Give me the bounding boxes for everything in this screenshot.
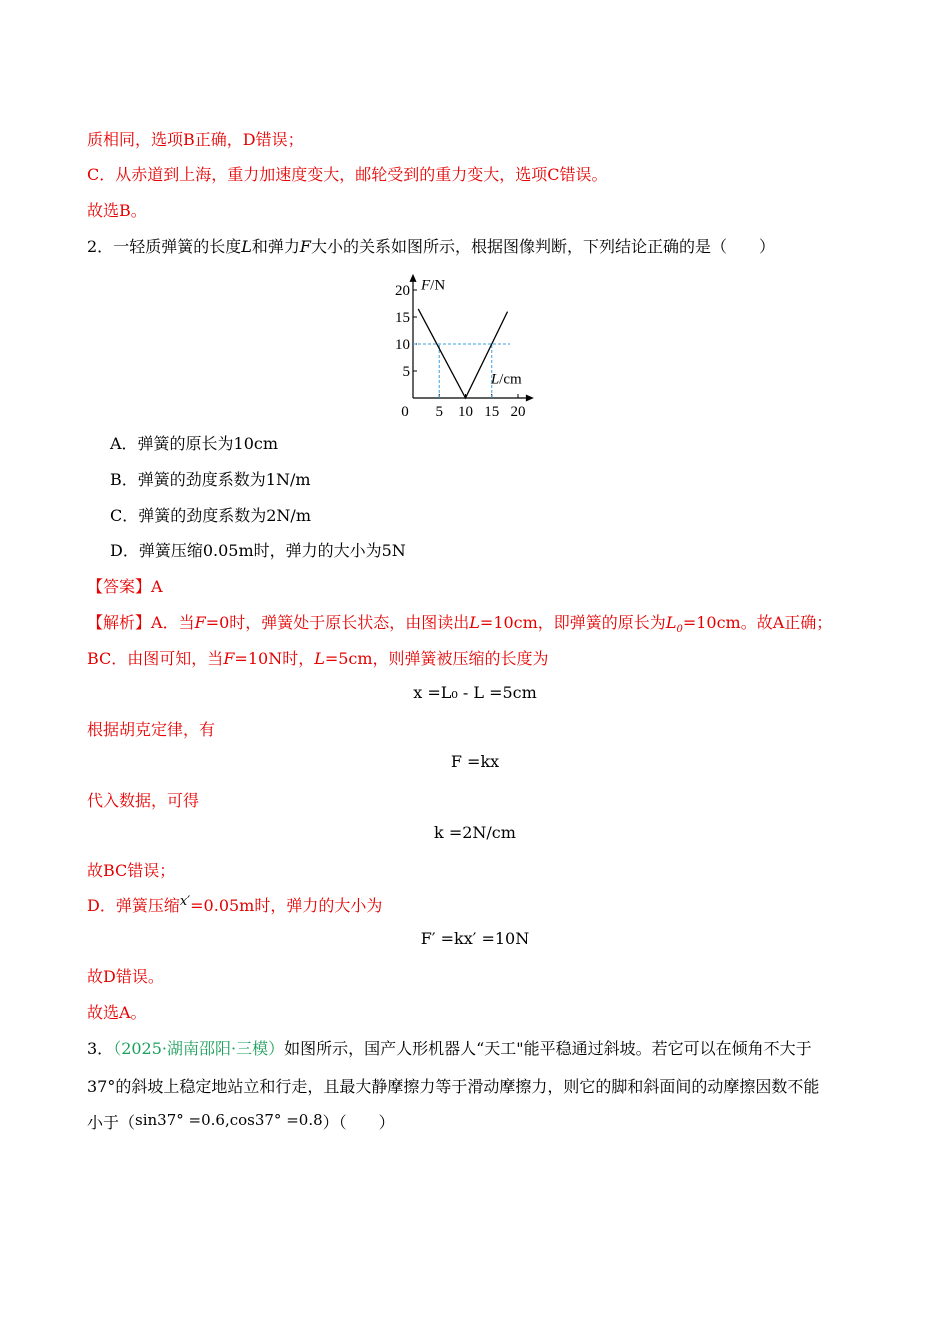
d-explanation-line — [87, 895, 382, 919]
q3-text-4: ）（ ） — [322, 1113, 395, 1132]
explanation-label: 【解析】 — [87, 613, 152, 632]
equation-3: k =2N/cm — [434, 823, 516, 842]
option-d: D．弹簧压缩0.05m时，弹力的大小为5N — [110, 541, 406, 560]
q2-text-b: 和弹力 — [251, 237, 300, 256]
exp1-text-c: =10cm，即弹簧的原长为 — [479, 613, 666, 632]
x-axis-label: L/cm — [490, 371, 522, 388]
bc-wrong-line: 故BC错误； — [87, 861, 176, 880]
option-c: C．弹簧的劲度系数为2N/m — [110, 506, 311, 525]
explanation-line-1 — [87, 612, 832, 641]
x-tick-label: 0 — [401, 404, 409, 420]
final-answer-line: 故选A。 — [87, 1003, 147, 1022]
y-tick-label: 15 — [395, 310, 410, 326]
exp1-text-d: =10cm。故A正确； — [682, 613, 833, 632]
cont-line-3: 故选B。 — [87, 201, 147, 220]
exp1-var-L0: L — [665, 613, 677, 632]
question-3-line-2: 37°的斜坡上稳定地站立和行走，且最大静摩擦力等于滑动摩擦力，则它的脚和斜面间的动摩擦因数不能 — [87, 1077, 820, 1096]
q3-number: 3． — [87, 1039, 114, 1058]
x-tick-label: 10 — [458, 404, 473, 420]
exp2-text-c: =5cm，则弹簧被压缩的长度为 — [324, 649, 549, 668]
option-a: A．弹簧的原长为10cm — [110, 434, 279, 453]
q2-text-a: 一轻质弹簧的长度 — [113, 237, 242, 256]
q2-text-c: 大小的关系如图所示，根据图像判断，下列结论正确的是（ ） — [310, 237, 775, 256]
d-var-x: x′ — [179, 894, 191, 909]
exp1-var-L: L — [469, 613, 480, 632]
q3-source: （2025·湖南邵阳·三模） — [113, 1039, 285, 1058]
equation-2: F =kx — [450, 752, 500, 771]
question-3-line-3 — [87, 1112, 395, 1134]
exp2-var-F: F — [223, 649, 235, 668]
option-b: B．弹簧的劲度系数为1N/m — [110, 470, 311, 489]
exp2-text-a: BC．由图可知，当 — [87, 649, 224, 668]
d-wrong-line: 故D错误。 — [87, 967, 164, 986]
question-2 — [87, 236, 775, 258]
d-text-b: =0.05m时，弹力的大小为 — [190, 896, 383, 915]
y-axis-label: F/N — [421, 277, 446, 294]
y-axis-arrow — [410, 274, 417, 282]
x-tick-label: 5 — [435, 404, 443, 420]
explanation-line-2 — [87, 648, 549, 670]
substitute-line: 代入数据，可得 — [87, 791, 200, 810]
exp2-text-b: =10N时， — [234, 649, 315, 668]
cont-line-2: C．从赤道到上海，重力加速度变大，邮轮受到的重力变大，选项C错误。 — [87, 165, 608, 184]
x-tick-label: 15 — [484, 404, 500, 420]
exp1-text-b: =0时，弹簧处于原长状态，由图读出 — [205, 613, 470, 632]
hooke-law-line: 根据胡克定律，有 — [87, 720, 216, 739]
x-axis-arrow — [526, 395, 534, 402]
y-tick-label: 10 — [395, 337, 410, 353]
cont-line-1: 质相同，选项B正确，D错误； — [87, 130, 304, 149]
x-tick-label: 20 — [510, 404, 526, 420]
q3-text-3: 小于（ — [87, 1113, 136, 1132]
q3-text-1: 如图所示，国产人形机器人“天工"能平稳通过斜坡。若它可以在倾角不大于 — [284, 1039, 812, 1058]
exp1-text-a: A．当 — [151, 613, 195, 632]
q2-number: 2． — [87, 237, 114, 256]
question-3-line-1 — [87, 1038, 812, 1060]
equation-1: x =L₀ - L =5cm — [413, 683, 537, 702]
spring-force-chart — [380, 268, 570, 428]
d-text-a: D．弹簧压缩 — [87, 896, 180, 915]
exp1-var-F: F — [194, 613, 206, 632]
exp1-sub-0: 0 — [676, 624, 683, 636]
exp2-var-L: L — [314, 649, 325, 668]
equation-4: F′ =kx′ =10N — [420, 929, 530, 948]
q2-var-L: L — [241, 237, 252, 256]
answer-label: 【答案】A — [87, 577, 163, 596]
q3-formula: sin37° =0.6,cos37° =0.8 — [135, 1111, 323, 1129]
y-tick-label: 5 — [402, 364, 410, 380]
q2-var-F: F — [299, 237, 311, 256]
y-tick-label: 20 — [395, 283, 410, 299]
